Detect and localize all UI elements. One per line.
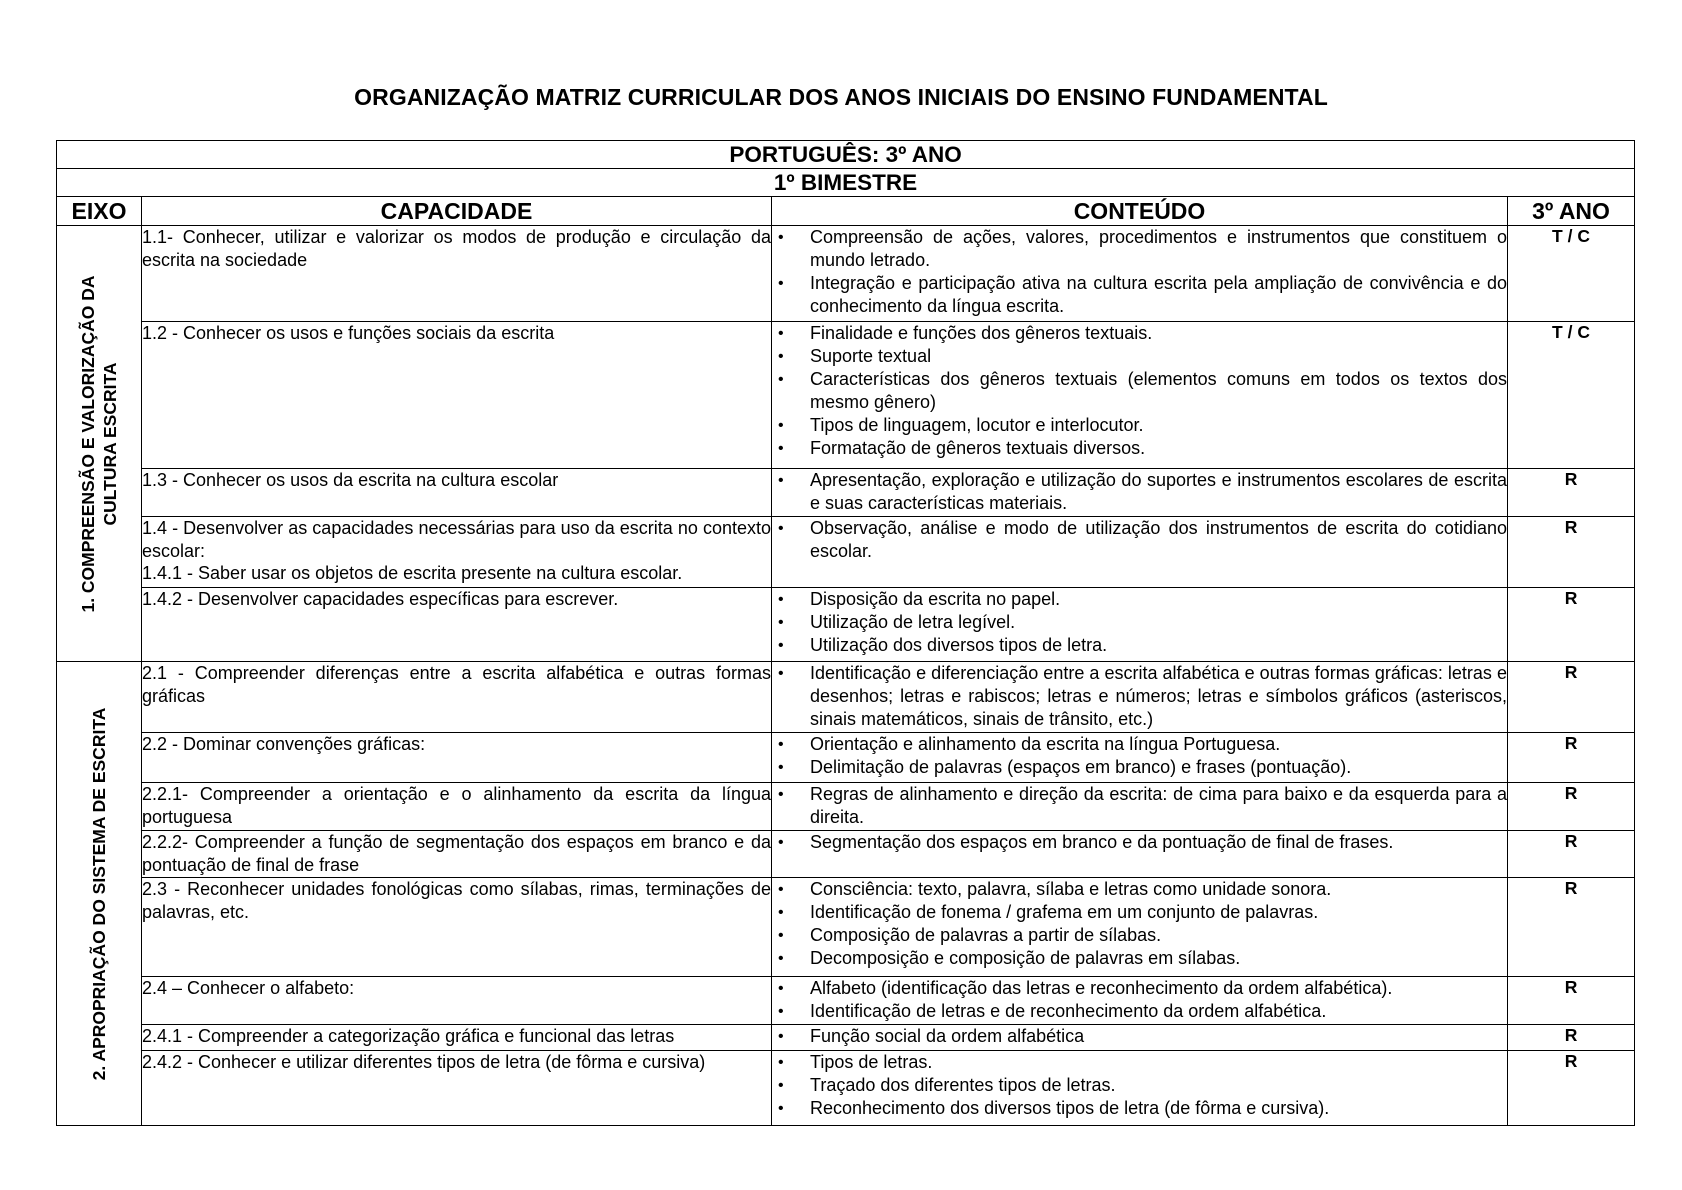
content-list [772, 1051, 1507, 1120]
table-row [57, 878, 1635, 977]
content-cell [772, 588, 1508, 662]
content-item: • Orientação e alinhamento da escrita na língua Portuguesa. [772, 733, 1507, 756]
table-row [57, 226, 1635, 322]
table-row [57, 588, 1635, 662]
capacity-text: 2.4.2 - Conhecer e utilizar diferentes tipos de letra (de fôrma e cursiva) [142, 1052, 706, 1072]
content-item: • Utilização de letra legível. [772, 611, 1507, 634]
year-status-cell: T / C [1508, 322, 1635, 469]
subject-row [57, 141, 1635, 169]
subject-header: PORTUGUÊS: 3º ANO [57, 141, 1635, 169]
table-row [57, 831, 1635, 878]
content-item: • Características dos gêneros textuais (elementos comuns em todos os textos dos mesmo gênero) [772, 368, 1507, 414]
content-item: • Composição de palavras a partir de sílabas. [772, 924, 1507, 947]
content-cell [772, 226, 1508, 322]
table-row [57, 733, 1635, 783]
capacity-cell [142, 831, 772, 878]
capacity-text: 2.3 - Reconhecer unidades fonológicas como sílabas, rimas, terminações de palavras, etc. [142, 879, 771, 922]
year-status-cell: R [1508, 977, 1635, 1025]
content-item: • Reconhecimento dos diversos tipos de letra (de fôrma e cursiva). [772, 1097, 1507, 1120]
content-item: • Integração e participação ativa na cultura escrita pela ampliação de convivência e do conhecimento da língua escrita. [772, 272, 1507, 318]
content-item: • Suporte textual [772, 345, 1507, 368]
content-cell [772, 977, 1508, 1025]
content-cell [772, 469, 1508, 517]
content-item: • Disposição da escrita no papel. [772, 588, 1507, 611]
content-item: • Função social da ordem alfabética [772, 1025, 1507, 1048]
capacity-text: 2.4 – Conhecer o alfabeto: [142, 978, 355, 998]
year-status-cell: R [1508, 588, 1635, 662]
content-list [772, 878, 1507, 970]
content-item: • Utilização dos diversos tipos de letra. [772, 634, 1507, 657]
capacity-text: 1.4 - Desenvolver as capacidades necessárias para uso da escrita no contexto escolar: [142, 518, 771, 561]
content-item: • Identificação e diferenciação entre a escrita alfabética e outras formas gráficas: letras e desenhos; letras e rabiscos; letras e números; letras e símbolos gráficos (asteriscos, sinais matemáticos, sinais de trânsito, etc.) [772, 662, 1507, 731]
axis-label-line: CULTURA ESCRITA [100, 362, 120, 526]
content-cell [772, 783, 1508, 831]
year-status-cell: R [1508, 517, 1635, 588]
content-list [772, 733, 1507, 779]
content-item: • Formatação de gêneros textuais diversos. [772, 437, 1507, 460]
year-status-cell: R [1508, 878, 1635, 977]
content-list [772, 1025, 1507, 1048]
year-status-cell: R [1508, 831, 1635, 878]
column-header-row [57, 197, 1635, 226]
content-item: • Regras de alinhamento e direção da escrita: de cima para baixo e da esquerda para a direita. [772, 783, 1507, 829]
table-row [57, 1025, 1635, 1051]
capacity-text: 2.2.2- Compreender a função de segmentação dos espaços em branco e da pontuação de final de frase [142, 832, 771, 875]
capacity-cell [142, 226, 772, 322]
content-cell [772, 878, 1508, 977]
content-cell [772, 733, 1508, 783]
axis-label-line: 2. APROPRIAÇÃO DO SISTEMA DE ESCRITA [89, 707, 109, 1080]
capacity-cell [142, 517, 772, 588]
capacity-text: 2.1 - Compreender diferenças entre a escrita alfabética e outras formas gráficas [142, 663, 771, 706]
content-cell [772, 831, 1508, 878]
capacity-text: 1.3 - Conhecer os usos da escrita na cultura escolar [142, 470, 559, 490]
capacity-cell [142, 469, 772, 517]
table-row [57, 977, 1635, 1025]
capacity-cell [142, 783, 772, 831]
period-row [57, 169, 1635, 197]
capacity-cell [142, 878, 772, 977]
content-list [772, 469, 1507, 515]
axis-label [77, 275, 121, 612]
content-item: • Tipos de letras. [772, 1051, 1507, 1074]
curriculum-table [56, 140, 1635, 1126]
table-row [57, 1051, 1635, 1126]
content-item: • Consciência: texto, palavra, sílaba e letras como unidade sonora. [772, 878, 1507, 901]
content-item: • Compreensão de ações, valores, procedimentos e instrumentos que constituem o mundo letrado. [772, 226, 1507, 272]
table-row [57, 322, 1635, 469]
capacity-text: 1.4.2 - Desenvolver capacidades específicas para escrever. [142, 589, 619, 609]
content-item: • Observação, análise e modo de utilização dos instrumentos de escrita do cotidiano escolar. [772, 517, 1507, 563]
axis-label [88, 707, 110, 1080]
table-row [57, 662, 1635, 733]
table-row [57, 517, 1635, 588]
capacity-text: 1.4.1 - Saber usar os objetos de escrita presente na cultura escolar. [142, 563, 683, 583]
content-list [772, 517, 1507, 563]
capacity-cell [142, 662, 772, 733]
year-status-cell: R [1508, 662, 1635, 733]
content-list [772, 226, 1507, 318]
table-row [57, 469, 1635, 517]
capacity-text: 1.1- Conhecer, utilizar e valorizar os modos de produção e circulação da escrita na sociedade [142, 227, 771, 270]
year-status-cell: R [1508, 1025, 1635, 1051]
capacity-cell [142, 1051, 772, 1126]
table-row [57, 783, 1635, 831]
content-item: • Segmentação dos espaços em branco e da pontuação de final de frases. [772, 831, 1507, 854]
content-item: • Delimitação de palavras (espaços em branco) e frases (pontuação). [772, 756, 1507, 779]
content-item: • Identificação de fonema / grafema em um conjunto de palavras. [772, 901, 1507, 924]
page-title: ORGANIZAÇÃO MATRIZ CURRICULAR DOS ANOS INICIAIS DO ENSINO FUNDAMENTAL [354, 84, 1328, 110]
year-status-cell: R [1508, 469, 1635, 517]
content-list [772, 783, 1507, 829]
content-item: • Alfabeto (identificação das letras e reconhecimento da ordem alfabética). [772, 977, 1507, 1000]
capacity-cell [142, 588, 772, 662]
content-cell [772, 322, 1508, 469]
capacity-cell [142, 1025, 772, 1051]
content-list [772, 322, 1507, 460]
capacity-text: 2.2 - Dominar convenções gráficas: [142, 734, 426, 754]
year-status-cell: R [1508, 733, 1635, 783]
column-header-axis: EIXO [57, 197, 142, 226]
period-header: 1º BIMESTRE [57, 169, 1635, 197]
column-header-capacity: CAPACIDADE [142, 197, 772, 226]
capacity-text: 2.2.1- Compreender a orientação e o alinhamento da escrita da língua portuguesa [142, 784, 771, 827]
capacity-cell [142, 977, 772, 1025]
year-status-cell: T / C [1508, 226, 1635, 322]
column-header-year: 3º ANO [1508, 197, 1635, 226]
year-status-cell: R [1508, 783, 1635, 831]
content-item: • Tipos de linguagem, locutor e interlocutor. [772, 414, 1507, 437]
year-status-cell: R [1508, 1051, 1635, 1126]
content-cell [772, 1025, 1508, 1051]
content-list [772, 977, 1507, 1023]
content-cell [772, 517, 1508, 588]
content-list [772, 831, 1507, 854]
content-cell [772, 1051, 1508, 1126]
content-item: • Apresentação, exploração e utilização do suportes e instrumentos escolares de escrita e suas características materiais. [772, 469, 1507, 515]
axis-label-line: 1. COMPREENSÃO E VALORIZAÇÃO DA [78, 274, 98, 613]
capacity-text: 1.2 - Conhecer os usos e funções sociais da escrita [142, 323, 555, 343]
axis-cell [57, 662, 142, 1126]
content-item: • Finalidade e funções dos gêneros textuais. [772, 322, 1507, 345]
capacity-cell [142, 733, 772, 783]
capacity-cell [142, 322, 772, 469]
content-item: • Traçado dos diferentes tipos de letras. [772, 1074, 1507, 1097]
content-list [772, 588, 1507, 657]
content-list [772, 662, 1507, 731]
content-cell [772, 662, 1508, 733]
axis-cell [57, 226, 142, 662]
capacity-text: 2.4.1 - Compreender a categorização gráfica e funcional das letras [142, 1026, 675, 1046]
column-header-content: CONTEÚDO [772, 197, 1508, 226]
content-item: • Identificação de letras e de reconhecimento da ordem alfabética. [772, 1000, 1507, 1023]
content-item: • Decomposição e composição de palavras em sílabas. [772, 947, 1507, 970]
